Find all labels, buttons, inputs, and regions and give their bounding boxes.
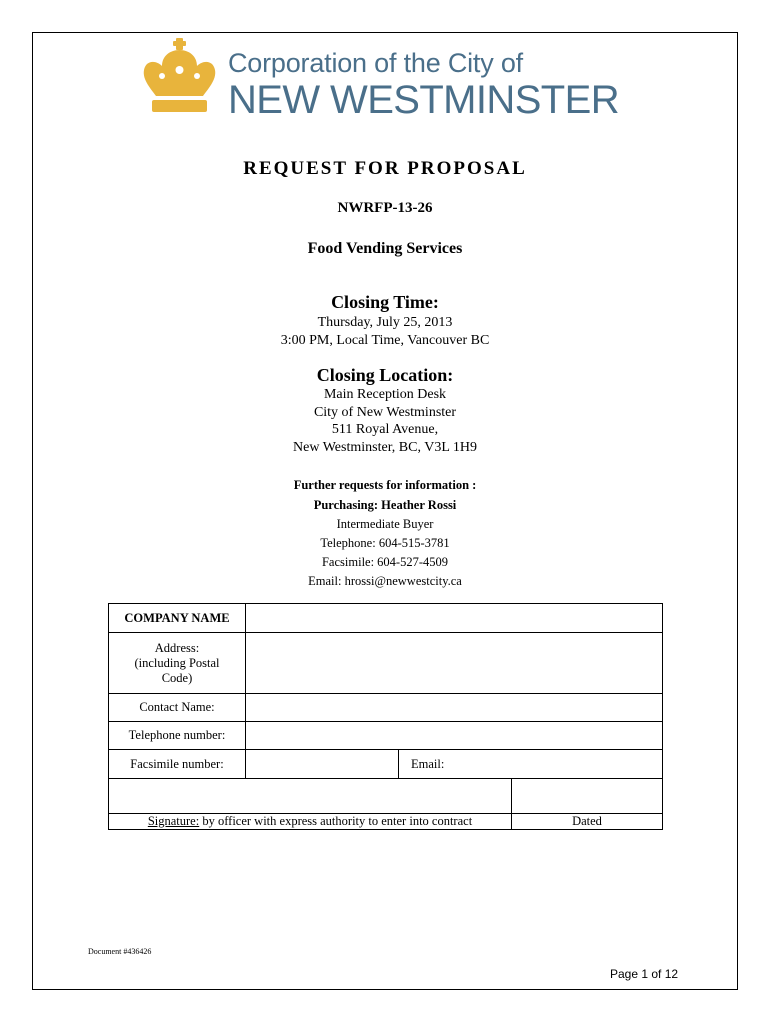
address-label-line: (including Postal bbox=[134, 655, 220, 670]
address-line: Main Reception Desk bbox=[323, 387, 447, 402]
closing-location-address bbox=[0, 386, 770, 456]
signature-caption bbox=[109, 814, 512, 830]
telephone-field[interactable] bbox=[246, 722, 663, 750]
email-label: Email: bbox=[411, 756, 445, 771]
service-title: Food Vending Services bbox=[307, 240, 463, 257]
document-title: REQUEST FOR PROPOSAL bbox=[243, 158, 527, 179]
contact-facsimile: Facsimile: 604-527-4509 bbox=[321, 555, 449, 569]
signature-label: Signature: bbox=[147, 814, 200, 828]
address-label-line: Address: bbox=[154, 640, 200, 655]
closing-date: Thursday, July 25, 2013 bbox=[317, 315, 453, 330]
city-logo bbox=[142, 38, 642, 122]
document-number: Document #436426 bbox=[88, 947, 152, 956]
form-row-telephone bbox=[109, 722, 663, 750]
contact-name-field[interactable] bbox=[246, 694, 663, 722]
address-label-line: Code) bbox=[161, 670, 193, 685]
form-row-facsimile bbox=[109, 750, 663, 779]
form-row-signature-labels bbox=[109, 814, 663, 830]
form-row-contact bbox=[109, 694, 663, 722]
rfp-number: NWRFP-13-26 bbox=[337, 200, 433, 216]
contact-details bbox=[0, 515, 770, 591]
company-name-field[interactable] bbox=[246, 604, 663, 633]
contact-telephone: Telephone: 604-515-3781 bbox=[320, 536, 450, 550]
contact-role: Intermediate Buyer bbox=[336, 517, 434, 531]
facsimile-label: Facsimile number: bbox=[109, 750, 246, 779]
contact-email: Email: hrossi@newwestcity.ca bbox=[308, 574, 462, 588]
form-row-signature bbox=[109, 779, 663, 814]
page-number: Page 1 of 12 bbox=[610, 967, 679, 981]
closing-location-heading: Closing Location: bbox=[316, 365, 454, 385]
facsimile-field[interactable] bbox=[246, 750, 399, 779]
address-field[interactable] bbox=[246, 633, 663, 694]
date-field[interactable] bbox=[512, 779, 663, 814]
email-field[interactable] bbox=[399, 750, 663, 779]
address-line: 511 Royal Avenue, bbox=[331, 422, 439, 437]
company-name-label: COMPANY NAME bbox=[109, 604, 246, 633]
address-line: New Westminster, BC, V3L 1H9 bbox=[293, 439, 477, 455]
company-info-form bbox=[108, 603, 663, 830]
closing-hour: 3:00 PM, Local Time, Vancouver BC bbox=[280, 333, 490, 348]
signature-field[interactable] bbox=[109, 779, 512, 814]
info-heading: Further requests for information : bbox=[293, 478, 477, 492]
crown-icon bbox=[142, 38, 222, 122]
dated-label: Dated bbox=[512, 814, 663, 830]
form-row-company bbox=[109, 604, 663, 633]
form-row-address bbox=[109, 633, 663, 694]
closing-time-details bbox=[0, 314, 770, 350]
contact-name-label: Contact Name: bbox=[109, 694, 246, 722]
telephone-label: Telephone number: bbox=[109, 722, 246, 750]
purchasing-contact: Purchasing: Heather Rossi bbox=[313, 498, 457, 512]
logo-line-1: Corporation of the City of bbox=[228, 48, 523, 78]
closing-time-heading: Closing Time: bbox=[331, 292, 439, 312]
signature-authority-text: by officer with express authority to enter into contract bbox=[199, 814, 473, 828]
logo-line-2: NEW WESTMINSTER bbox=[228, 78, 619, 122]
address-label bbox=[109, 633, 246, 694]
address-line: City of New Westminster bbox=[313, 404, 457, 420]
